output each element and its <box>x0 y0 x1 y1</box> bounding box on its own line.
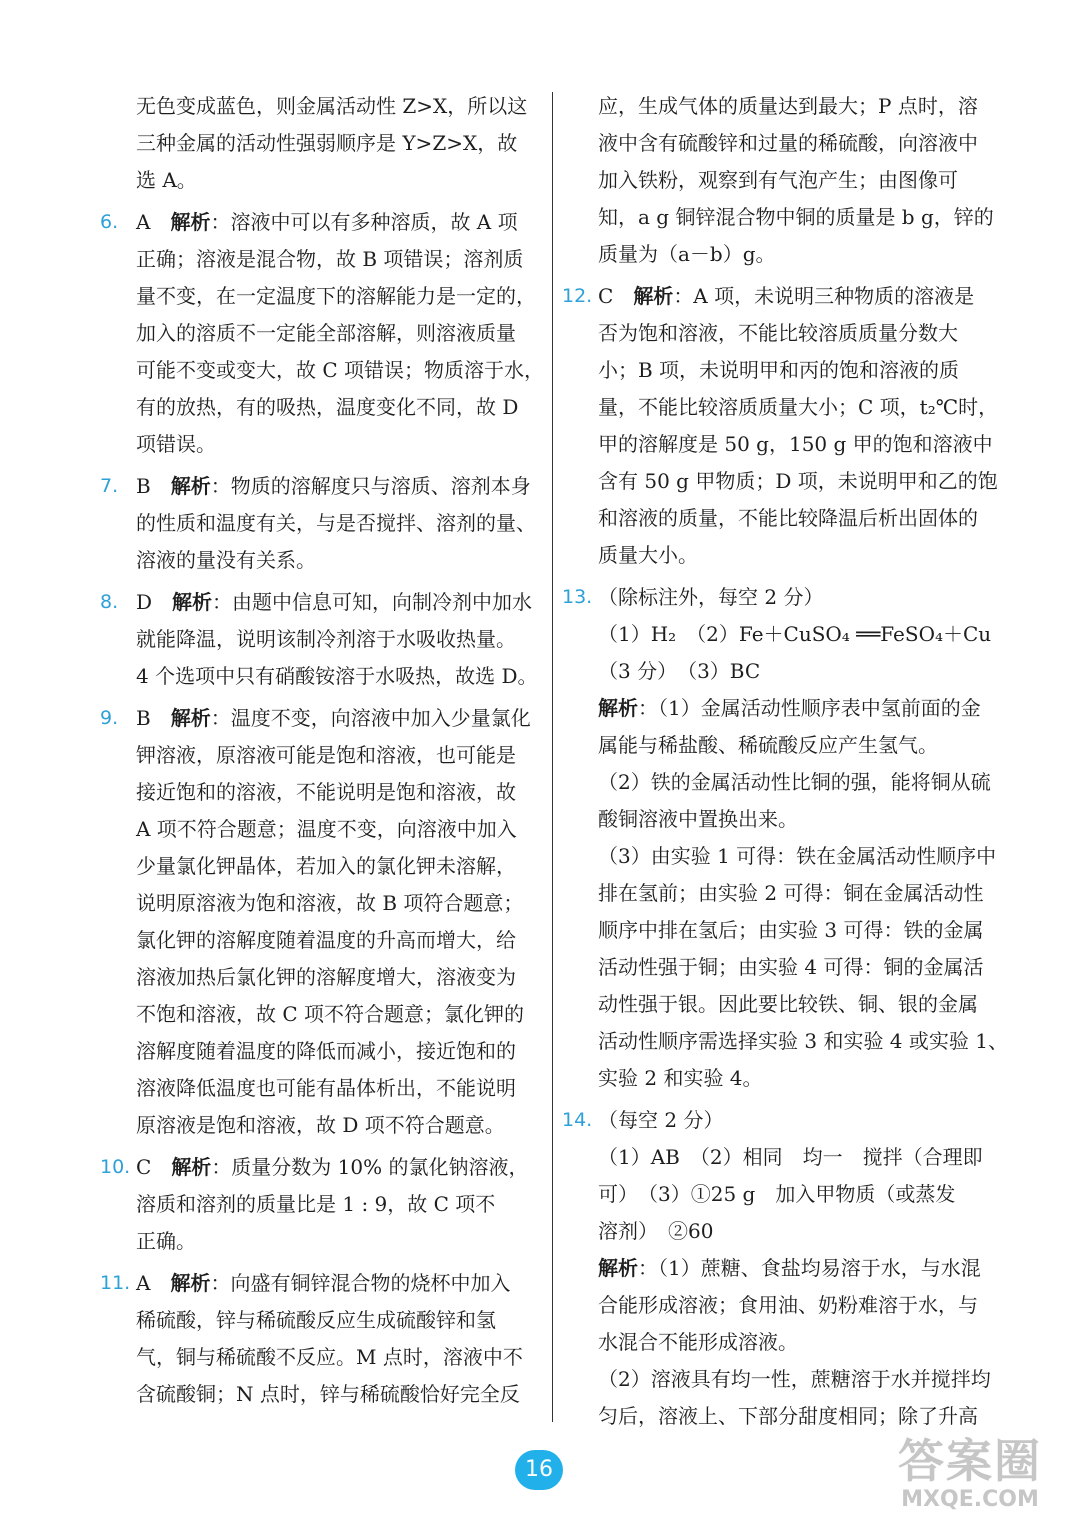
text-line: 含硫酸铜；N 点时，锌与稀硫酸恰好完全反 <box>136 1382 520 1406</box>
text-line: 正确。 <box>136 1229 196 1253</box>
text-line: 活动性顺序需选择实验 3 和实验 4 或实验 1、 <box>598 1029 1008 1053</box>
text-line: 正确；溶液是混合物，故 B 项错误；溶剂质 <box>136 247 524 271</box>
text-line: 顺序中排在氢后；由实验 3 可得：铁的金属 <box>598 918 984 942</box>
text-line: （每空 2 分） <box>598 1108 724 1132</box>
text-line: A 项不符合题意；温度不变，向溶液中加入 <box>136 817 517 841</box>
item-number: 6. <box>100 211 119 233</box>
answer-item-14 <box>562 1102 1002 1139</box>
text-line: 量，不能比较溶质质量大小；C 项，t₂℃时， <box>598 395 999 419</box>
text-line: 说明原溶液为饱和溶液，故 B 项符合题意； <box>136 891 524 915</box>
text-line: 酸铜溶液中置换出来。 <box>598 807 798 831</box>
text-line: 知，a g 铜锌混合物中铜的质量是 b g，锌的 <box>598 205 994 229</box>
left-column <box>100 88 545 1413</box>
analysis-label: 解析 <box>170 474 211 498</box>
text-line: 甲的溶解度是 50 g，150 g 甲的饱和溶液中 <box>598 432 993 456</box>
text-line: 溶液的量没有关系。 <box>136 548 316 572</box>
text-line: 否为饱和溶液，不能比较溶质质量分数大 <box>598 321 958 345</box>
text-line: 原溶液是饱和溶液，故 D 项不符合题意。 <box>136 1113 505 1137</box>
answer-item-12 <box>562 278 1002 315</box>
answer-line: 可） （3）①25 g 加入甲物质（或蒸发 <box>598 1182 956 1206</box>
text-line: 质量为（a－b）g。 <box>598 242 776 266</box>
text-line: 排在氢前；由实验 2 可得：铜在金属活动性 <box>598 881 984 905</box>
text-line: 含有 50 g 甲物质；D 项，未说明甲和乙的饱 <box>598 469 998 493</box>
item-number: 12. <box>562 285 593 307</box>
text-line: 气，铜与稀硫酸不反应。M 点时，溶液中不 <box>136 1345 523 1369</box>
analysis-label: 解析 <box>598 696 638 720</box>
analysis-label: 解析 <box>171 1155 212 1179</box>
text-line: ：向盛有铜锌混合物的烧杯中加入 <box>210 1271 511 1295</box>
text-line: 合能形成溶液；食用油、奶粉难溶于水，与 <box>598 1293 978 1317</box>
item-number: 14. <box>562 1109 593 1131</box>
answer-item-13 <box>562 579 1002 616</box>
page-number-badge: 16 <box>515 1450 563 1490</box>
analysis-label: 解析 <box>170 210 211 234</box>
watermark-logo <box>880 1435 1060 1513</box>
answer-item-7 <box>100 468 545 505</box>
text-line: 动性强于银。因此要比较铁、铜、银的金属 <box>598 992 978 1016</box>
answer-line: （1）AB （2）相同 均一 搅拌（合理即 <box>598 1145 983 1169</box>
analysis-label: 解析 <box>633 284 674 308</box>
answer-letter: B <box>136 474 151 498</box>
answer-item-6 <box>100 204 545 241</box>
answer-line: 溶剂） ②60 <box>598 1219 714 1243</box>
item-number: 9. <box>100 707 119 729</box>
item-number: 11. <box>100 1272 131 1294</box>
text-line: 选 A。 <box>136 168 197 192</box>
text-line: 4 个选项中只有硝酸铵溶于水吸热，故选 D。 <box>136 664 538 688</box>
text-line: 实验 2 和实验 4。 <box>598 1066 763 1090</box>
text-line: （除标注外，每空 2 分） <box>598 585 824 609</box>
text-line: 就能降温，说明该制冷剂溶于水吸收热量。 <box>136 627 516 651</box>
text-line: 活动性强于铜；由实验 4 可得：铜的金属活 <box>598 955 984 979</box>
watermark-url: MXQE.COM <box>901 1487 1039 1512</box>
answer-line: （3 分） （3）BC <box>598 659 761 683</box>
text-line: 和溶液的质量，不能比较降温后析出固体的 <box>598 506 978 530</box>
text-line: 少量氯化钾晶体，若加入的氯化钾未溶解， <box>136 854 516 878</box>
text-line: ：质量分数为 10% 的氯化钠溶液， <box>211 1155 529 1179</box>
text-line: 项错误。 <box>136 432 216 456</box>
text-line: ：（1）金属活动性顺序表中氢前面的金 <box>638 696 981 720</box>
answer-letter: B <box>136 706 151 730</box>
text-line: （2）铁的金属活动性比铜的强，能将铜从硫 <box>598 770 991 794</box>
text-line: 水混合不能形成溶液。 <box>598 1330 798 1354</box>
text-line: 不饱和溶液，故 C 项不符合题意；氯化钾的 <box>136 1002 525 1026</box>
analysis-label: 解析 <box>170 706 211 730</box>
text-line: ：溶液中可以有多种溶质，故 A 项 <box>210 210 518 234</box>
text-line: 应，生成气体的质量达到最大；P 点时，溶 <box>598 94 978 118</box>
text-line: 小；B 项，未说明甲和丙的饱和溶液的质 <box>598 358 960 382</box>
item-number: 13. <box>562 586 593 608</box>
text-line: 质量大小。 <box>598 543 698 567</box>
analysis-line <box>562 690 1002 727</box>
item-number: 8. <box>100 591 119 613</box>
text-line: 无色变成蓝色，则金属活动性 Z>X，所以这 <box>136 94 528 118</box>
text-line: ：（1）蔗糖、食盐均易溶于水，与水混 <box>638 1256 981 1280</box>
text-line: （2）溶液具有均一性，蔗糖溶于水并搅拌均 <box>598 1367 991 1391</box>
answer-item-9 <box>100 700 545 737</box>
text-line: 有的放热，有的吸热，温度变化不同，故 D <box>136 395 519 419</box>
text-line: ：A 项，未说明三种物质的溶液是 <box>673 284 975 308</box>
text-line: （3）由实验 1 可得：铁在金属活动性顺序中 <box>598 844 997 868</box>
answer-letter: A <box>136 210 151 234</box>
answer-item-11 <box>100 1265 545 1302</box>
text-line: 加入的溶质不一定能全部溶解，则溶液质量 <box>136 321 516 345</box>
text-line: 氯化钾的溶解度随着温度的升高而增大，给 <box>136 928 516 952</box>
text-line: 加入铁粉，观察到有气泡产生；由图像可 <box>598 168 958 192</box>
answer-letter: D <box>136 590 153 614</box>
text-line: 溶液加热后氯化钾的溶解度增大，溶液变为 <box>136 965 516 989</box>
text-line: 钾溶液，原溶液可能是饱和溶液，也可能是 <box>136 743 516 767</box>
text-line: ：物质的溶解度只与溶质、溶剂本身 <box>210 474 531 498</box>
answer-letter: C <box>598 284 614 308</box>
text-line: ：由题中信息可知，向制冷剂中加水 <box>212 590 533 614</box>
analysis-label: 解析 <box>598 1256 638 1280</box>
text-line: 三种金属的活动性强弱顺序是 Y>Z>X，故 <box>136 131 518 155</box>
text-line: 液中含有硫酸锌和过量的稀硫酸，向溶液中 <box>598 131 978 155</box>
answer-letter: C <box>136 1155 152 1179</box>
analysis-label: 解析 <box>172 590 213 614</box>
item-number: 7. <box>100 475 119 497</box>
text-line: 稀硫酸，锌与稀硫酸反应生成硫酸锌和氢 <box>136 1308 496 1332</box>
answer-line: （1）H₂ （2）Fe＋CuSO₄ ══FeSO₄＋Cu <box>598 622 992 646</box>
analysis-label: 解析 <box>170 1271 211 1295</box>
text-line: 溶液降低温度也可能有晶体析出，不能说明 <box>136 1076 516 1100</box>
text-line: 溶质和溶剂的质量比是 1 : 9，故 C 项不 <box>136 1192 496 1216</box>
text-line: 可能不变或变大，故 C 项错误；物质溶于水， <box>136 358 545 382</box>
text-line: 接近饱和的溶液，不能说明是饱和溶液，故 <box>136 780 516 804</box>
text-line: 的性质和温度有关，与是否搅拌、溶剂的量、 <box>136 511 536 535</box>
answer-item-8 <box>100 584 545 621</box>
answer-item-10 <box>100 1149 545 1186</box>
answer-letter: A <box>136 1271 151 1295</box>
watermark-text: 答案圈 <box>898 1434 1042 1488</box>
text-line: 匀后，溶液上、下部分甜度相同；除了升高 <box>598 1404 978 1428</box>
text-line: 量不变，在一定温度下的溶解能力是一定的， <box>136 284 536 308</box>
text-line: 溶解度随着温度的降低而减小，接近饱和的 <box>136 1039 516 1063</box>
text-line: ：温度不变，向溶液中加入少量氯化 <box>210 706 531 730</box>
item-number: 10. <box>100 1156 131 1178</box>
text-line: 属能与稀盐酸、稀硫酸反应产生氢气。 <box>598 733 938 757</box>
column-divider <box>552 92 553 1422</box>
analysis-line <box>562 1250 1002 1287</box>
right-column <box>562 88 1008 1435</box>
